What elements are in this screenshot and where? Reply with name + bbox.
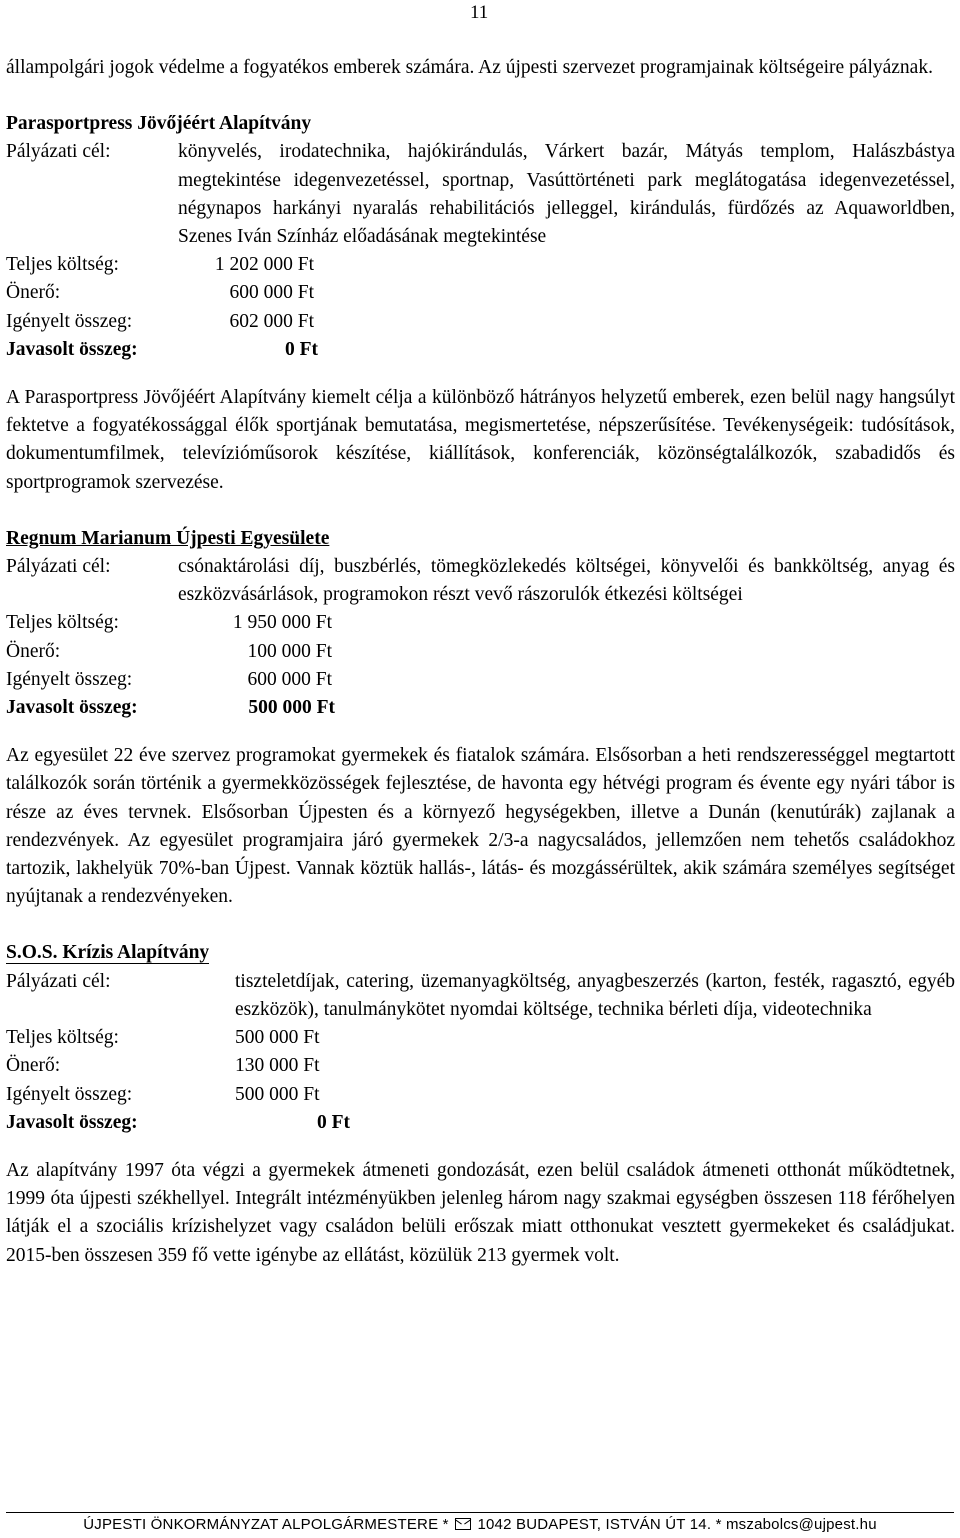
intro-paragraph: állampolgári jogok védelme a fogyatékos emberek számára. Az újpesti szervezet programjainak költségeire pályáznak. [6, 57, 933, 78]
org-sos-krizis [6, 939, 955, 1269]
org-title: Regnum Marianum Újpesti Egyesülete [6, 527, 330, 549]
requested-value: 600 000 Ft [247, 668, 332, 690]
total-label: Teljes költség: [6, 612, 119, 634]
total-value: 500 000 Ft [235, 1027, 320, 1049]
document-body [6, 54, 955, 1270]
proposed-label: Javasolt összeg: [6, 1111, 138, 1133]
own-value: 100 000 Ft [247, 640, 332, 662]
own-row [6, 638, 955, 666]
own-row [6, 279, 955, 307]
envelope-icon [455, 1518, 471, 1530]
org-parasportpress [6, 110, 955, 497]
requested-value: 500 000 Ft [235, 1083, 320, 1105]
goal-label: Pályázati cél: [6, 556, 111, 578]
own-value: 600 000 Ft [229, 282, 314, 304]
requested-row [6, 1081, 955, 1109]
goal-label: Pályázati cél: [6, 970, 111, 992]
total-value: 1 950 000 Ft [232, 612, 332, 634]
proposed-row [6, 336, 955, 364]
goal-label: Pályázati cél: [6, 141, 111, 163]
goal-value: könyvelés, irodatechnika, hajókirándulás, Várkert bazár, Mátyás templom, Halászbástya megtekintése idegenvezetéssel, sportnap, Vasúttörténeti park meglátogatása idegenvezetéssel, négynapos harkányi nyaralás rehabilitációs jelleggel, kirándulás, fürdőzés az Aquaworldben, Szenes Iván Színház előadásának megtekintése [178, 141, 955, 248]
proposed-label: Javasolt összeg: [6, 697, 138, 719]
goal-value: csónaktárolási díj, buszbérlés, tömegközlekedés költségei, könyvelői és bankköltség, anyag és eszközvásárlások, programokon részt vevő rászorulók étkezési költségei [178, 556, 955, 606]
goal-value: tiszteletdíjak, catering, üzemanyagköltség, anyagbeszerzés (karton, festék, ragasztó, egyéb eszközök), tanulmánykötet nyomdai költsége, technika bérleti díja, videotechnika [235, 970, 955, 1020]
requested-row [6, 666, 955, 694]
footer-office: ÚJPESTI ÖNKORMÁNYZAT ALPOLGÁRMESTERE * [83, 1516, 449, 1533]
own-label: Önerő: [6, 640, 61, 662]
proposed-value: 500 000 Ft [248, 697, 335, 719]
org-title: Parasportpress Jövőjéért Alapítvány [6, 113, 312, 135]
proposed-value: 0 Ft [284, 338, 318, 360]
proposed-row [6, 694, 955, 722]
requested-label: Igényelt összeg: [6, 668, 133, 690]
org-title-text: S.O.S. Krízis Alapítvány [6, 942, 210, 964]
requested-value: 602 000 Ft [229, 310, 314, 332]
proposed-value: 0 Ft [316, 1111, 350, 1133]
org-description: Az egyesület 22 éve szervez programokat gyermekek és fiatalok számára. Elsősorban a heti rendszerességgel megtartott találkozók során történik a gyermekközösségek fejlesztése, de havonta egy hétvégi program és évente egy nyári tábor is része az éves tervnek. Elsősorban Újpesten és a környező hegységekben, illetve a Dunán (kenutúrák) zajlanak a rendezvények. Az egyesület programjaira járó gyermekek 2/3-a nagycsaládos, jellemzően nem tehetős családokhoz tartozik, lakhelyük 70%-ban Újpest. Vannak köztük hallás-, látás- és mozgássérültek, akik számára személyes segítséget nyújtanak a rendezvényeken. [6, 745, 955, 908]
goal-row [6, 138, 955, 251]
goal-row [6, 553, 955, 609]
org-title [6, 939, 955, 967]
org-regnum-marianum [6, 525, 955, 912]
footer-address: 1042 BUDAPEST, ISTVÁN ÚT 14. * mszabolcs@ujpest.hu [477, 1516, 877, 1533]
own-label: Önerő: [6, 282, 61, 304]
requested-row [6, 308, 955, 336]
own-value: 130 000 Ft [235, 1055, 320, 1077]
goal-row [6, 968, 955, 1024]
total-value: 1 202 000 Ft [214, 254, 314, 276]
org-description: A Parasportpress Jövőjéért Alapítvány kiemelt célja a különböző hátrányos helyzetű emberek, ezen belül nagy hangsúlyt fektetve a fogyatékossággal élők sportjának bemutatása, megismertetése, népszerűsítése. Tevékenységeik: tudósítások, dokumentumfilmek, televízióműsorok készítése, kiállítások, konferenciák, közönségtalálkozók, szabadidős és sportprogramok szervezése. [6, 387, 955, 493]
total-row [6, 1024, 955, 1052]
total-label: Teljes költség: [6, 1027, 119, 1049]
footer-divider [6, 1512, 954, 1513]
page-number: 11 [470, 2, 489, 23]
requested-label: Igényelt összeg: [6, 310, 133, 332]
total-row [6, 251, 955, 279]
own-label: Önerő: [6, 1055, 61, 1077]
own-row [6, 1052, 955, 1080]
total-label: Teljes költség: [6, 254, 119, 276]
requested-label: Igényelt összeg: [6, 1083, 133, 1105]
page-footer [0, 1516, 960, 1533]
proposed-row [6, 1109, 955, 1137]
proposed-label: Javasolt összeg: [6, 338, 138, 360]
total-row [6, 609, 955, 637]
org-description: Az alapítvány 1997 óta végzi a gyermekek átmeneti gondozását, ezen belül családok átmeneti otthonát működtetnek, 1999 óta újpesti székhellyel. Integrált intézményükben jelenleg három nagy szakmai egységben összesen 118 férőhelyen látják el a szociális krízishelyzet vagy családon belüli erőszak miatt otthonukat vesztett gyermekeket és családjukat. 2015-ben összesen 359 fő vette igénybe az ellátást, közülük 213 gyermek volt. [6, 1159, 955, 1266]
